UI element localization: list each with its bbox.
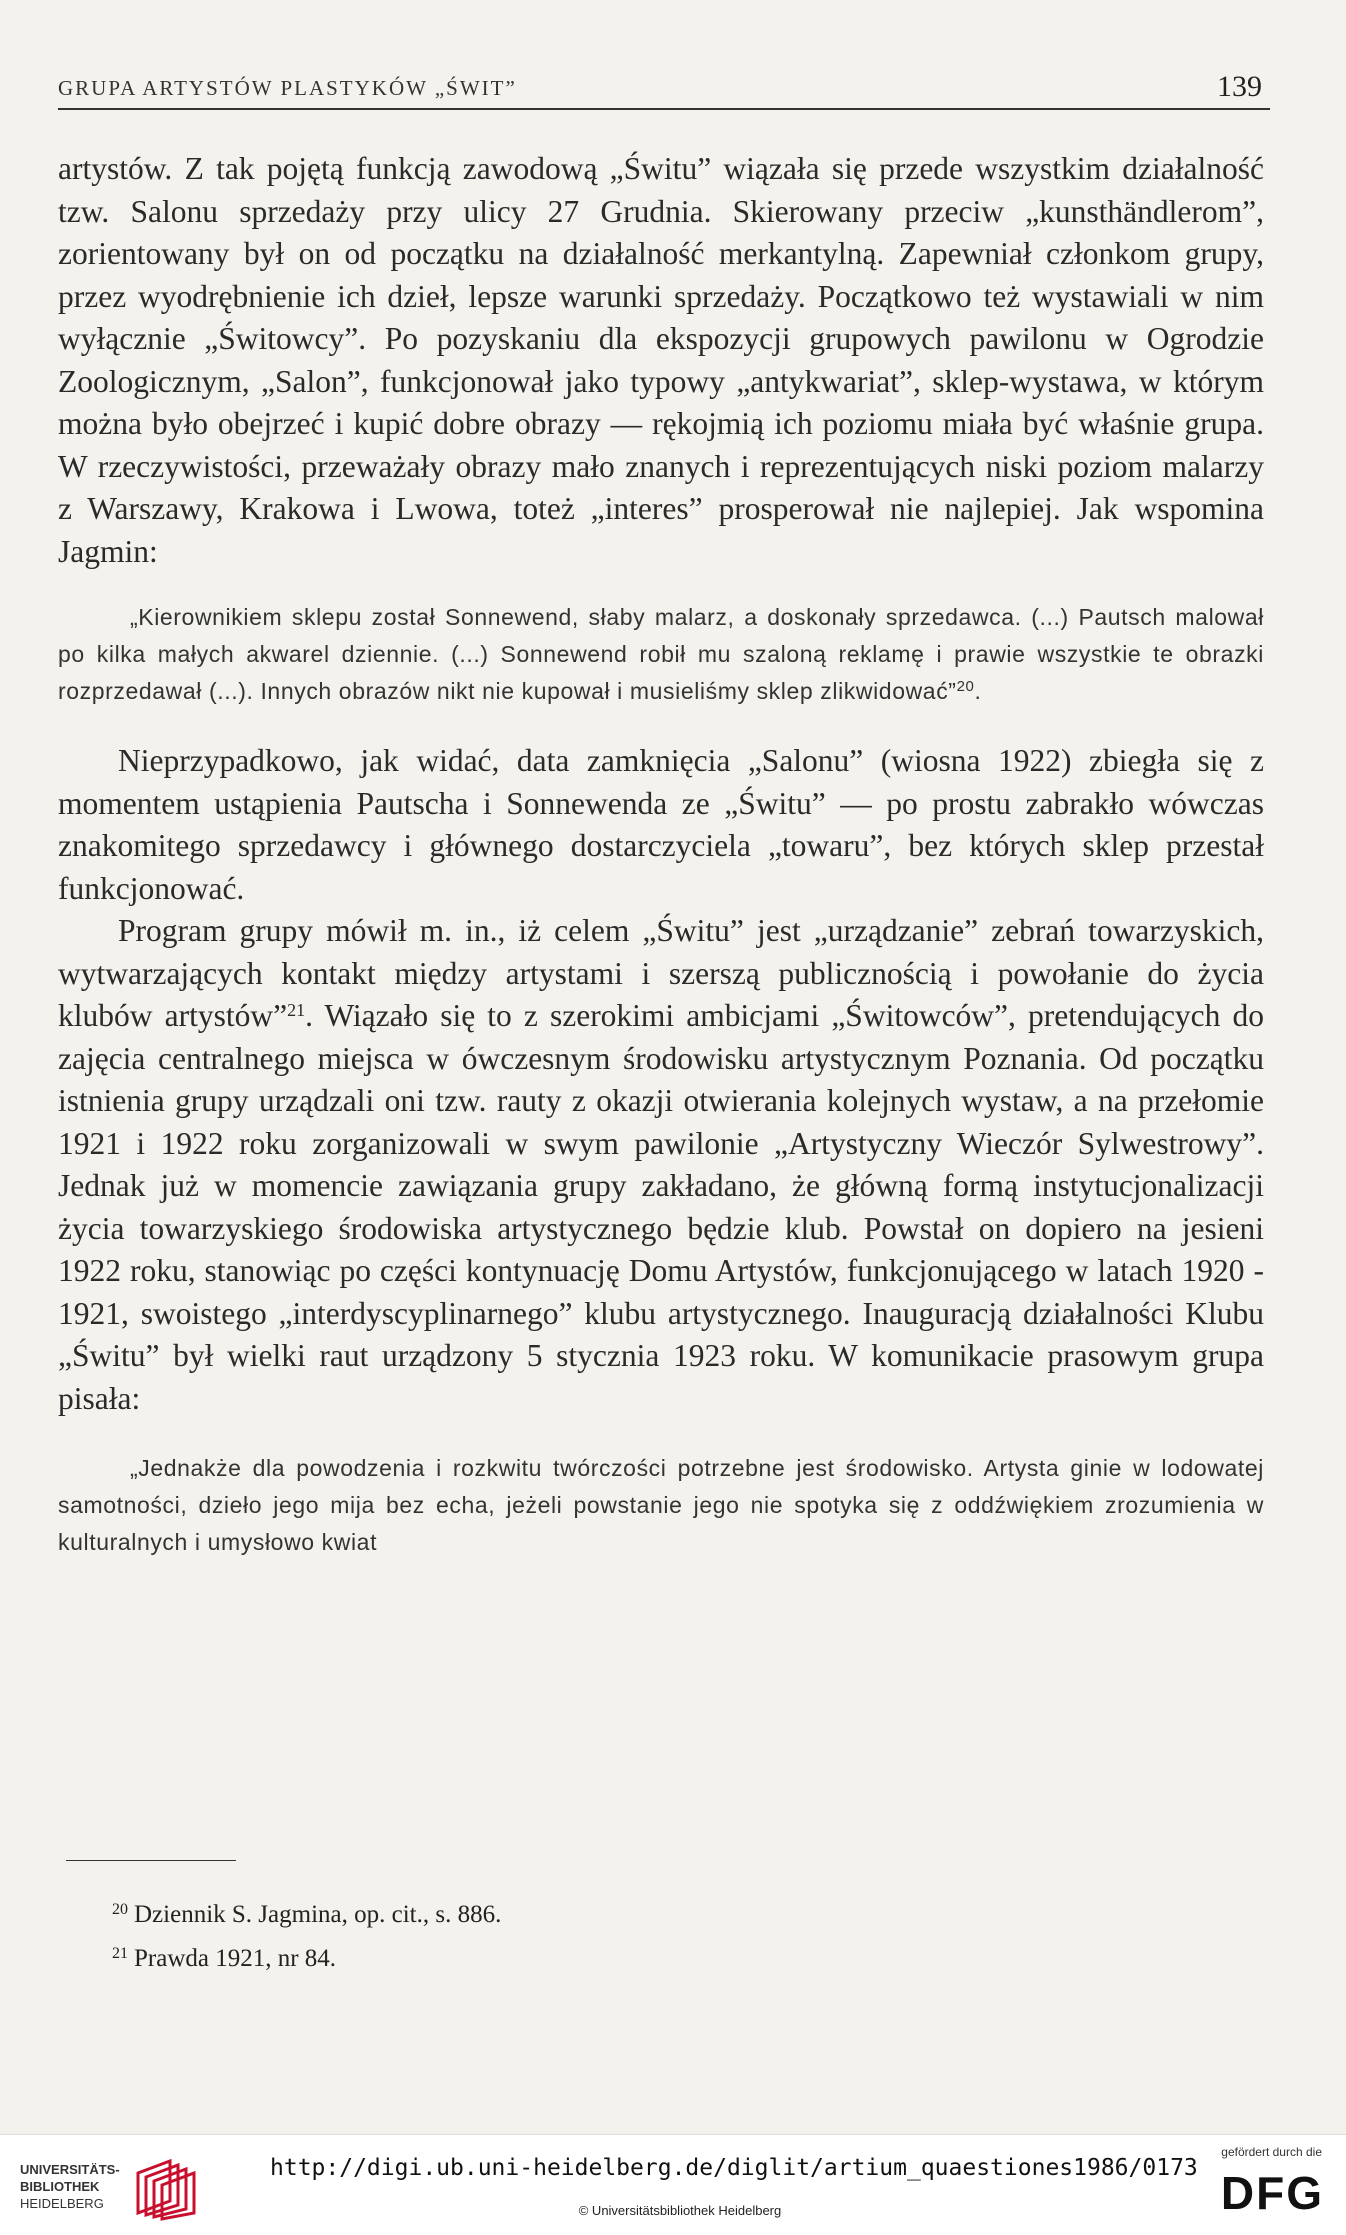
paragraph-3-rest: . Wiązało się to z szerokimi ambicjami „Świtowców”, pretendujących do zajęcia centralnego miejsca w ówczesnym środowisku artystycznym Poznania. Od początku istnienia grupy urządzali oni tzw. rauty z okazji otwierania kolejnych wystaw, a na przełomie 1921 i 1922 roku zorganizowali w swym pawilonie „Artystyczny Wieczór Sylwestrowy”. Jednak już w momencie zawiązania grupy zakładano, że główną formą instytucjonalizacji życia towarzyskiego środowiska artystycznego będzie klub. Powstał on dopiero na jesieni 1922 roku, stanowiąc po części kontynuację Domu Artystów, funkcjonującego w latach 1920 - 1921, swoistego „interdyscyplinarnego” klubu artystycznego. Inauguracją działalności Klubu „Świtu” był wielki raut urządzony 5 stycznia 1923 roku. W komunikacie prasowym grupa pisała:: [58, 998, 1264, 1416]
paragraph-3-start: Program grupy mówił m. in., iż celem „Świtu” jest „urządzanie” zebrań towarzyskich, wytwarzających kontakt między artystami i szerszą publicznością i powołanie do życia klubów artystów”: [58, 913, 1264, 1033]
library-logo[interactable]: [20, 2155, 200, 2221]
permalink-url[interactable]: http://digi.ub.uni-heidelberg.de/diglit/artium_quaestiones1986/0173: [270, 2155, 1198, 2181]
block-quote-1: [58, 599, 1264, 710]
library-mark-icon: [130, 2155, 204, 2221]
footnote-divider: [66, 1860, 236, 1861]
copyright-notice: © Universitätsbibliothek Heidelberg: [578, 2203, 782, 2218]
funder-caption: gefördert durch die: [1221, 2145, 1322, 2159]
footnote-ref-20[interactable]: 20: [956, 678, 975, 695]
footnote-number: 20: [112, 1901, 128, 1918]
library-name-line-2: BIBLIOTHEK: [20, 2179, 100, 2194]
library-name-line-3: HEIDELBERG: [20, 2196, 104, 2211]
footnote-21: [112, 1934, 1212, 1978]
running-title: GRUPA ARTYSTÓW PLASTYKÓW „ŚWIT”: [58, 76, 517, 100]
funder-logo[interactable]: [1186, 2145, 1326, 2227]
footnote-text: Prawda 1921, nr 84.: [134, 1945, 337, 1972]
footnote-ref-21[interactable]: 21: [287, 1000, 306, 1020]
library-name: [20, 2161, 120, 2212]
footnotes: [112, 1890, 1212, 1978]
footnote-text: Dziennik S. Jagmina, op. cit., s. 886.: [134, 1901, 502, 1928]
paragraph-1: artystów. Z tak pojętą funkcją zawodową „Świtu” wiązała się przede wszystkim działalność tzw. Salonu sprzedaży przy ulicy 27 Grudnia. Skierowany przeciw „kunsthändlerom”, zorientowany był on od początku na działalność merkantylną. Zapewniał członkom grupy, przez wyodrębnienie ich dzieł, lepsze warunki sprzedaży. Początkowo też wystawiali w nim wyłącznie „Świtowcy”. Po pozyskaniu dla ekspozycji grupowych pawilonu w Ogrodzie Zoologicznym, „Salon”, funkcjonował jako typowy „antykwariat”, sklep-wystawa, w którym można było obejrzeć i kupić dobre obrazy — rękojmią ich poziomu miała być właśnie grupa. W rzeczywistości, przeważały obrazy mało znanych i reprezentujących niski poziom malarzy z Warszawy, Krakowa i Lwowa, toteż „interes” prosperował nie najlepiej. Jak wspomina Jagmin:: [58, 151, 1264, 569]
dfg-logo: DFG: [1220, 2167, 1324, 2219]
footnote-20: [112, 1890, 1212, 1934]
page-number: 139: [1217, 70, 1262, 103]
block-quote-1-text: „Kierownikiem sklepu został Sonnewend, słaby malarz, a doskonały sprzedawca. (...) Pautsch malował po kilka małych akwarel dziennie. (...) Sonnewend robił mu szaloną reklamę i prawie wszystkie te obrazki rozprzedawał (...). Innych obrazów nikt nie kupował i musieliśmy sklep zlikwidować”: [58, 604, 1264, 704]
footnote-number: 21: [112, 1945, 128, 1962]
block-quote-1-end: .: [974, 678, 982, 704]
body-text: [58, 148, 1264, 1561]
library-name-line-1: UNIVERSITÄTS-: [20, 2162, 120, 2177]
paragraph-2: Nieprzypadkowo, jak widać, data zamknięcia „Salonu” (wiosna 1922) zbiegła się z momentem ustąpienia Pautscha i Sonnewenda ze „Świtu” — po prostu zabrakło wówczas znakomitego sprzedawcy i głównego dostarczyciela „towaru”, bez których sklep przestał funkcjonować.: [58, 743, 1264, 906]
digitization-footer: [0, 2134, 1346, 2235]
paragraph-3: [58, 910, 1264, 1420]
block-quote-2: „Jednakże dla powodzenia i rozkwitu twórczości potrzebne jest środowisko. Artysta ginie w lodowatej samotności, dzieło jego mija bez echa, jeżeli powstanie jego nie spotyka się z oddźwiękiem zrozumienia w kulturalnych i umysłowo kwiat: [58, 1455, 1264, 1555]
running-header: [58, 68, 1270, 110]
